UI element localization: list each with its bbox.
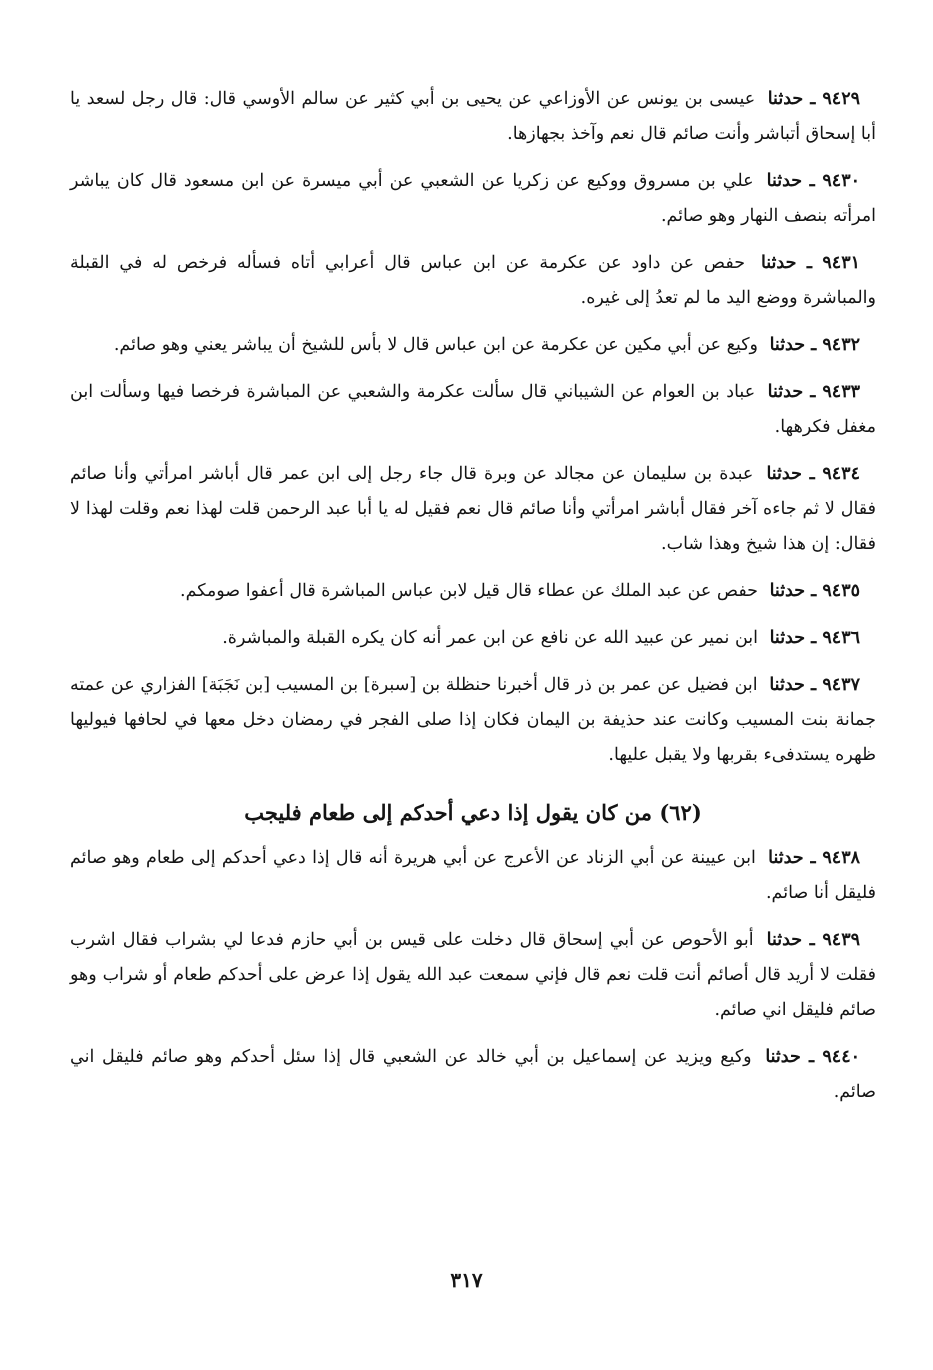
- hadith-number: ٩٤٣٠ ـ حدثنا: [766, 171, 860, 191]
- hadith-text: وكيع عن أبي مكين عن عكرمة عن ابن عباس قال لا بأس للشيخ أن يباشر يعني وهو صائم.: [113, 335, 764, 355]
- hadith-number: ٩٤٣٢ ـ حدثنا: [769, 335, 860, 355]
- hadith-number: ٩٤٣٦ ـ حدثنا: [769, 628, 860, 648]
- hadith-entry-9435: [70, 574, 876, 609]
- hadith-entry-9432: [70, 328, 876, 363]
- hadith-number: ٩٤٣٤ ـ حدثنا: [766, 464, 860, 484]
- hadith-number: ٩٤٣٥ ـ حدثنا: [769, 581, 860, 601]
- hadith-text: عيسى بن يونس عن الأوزاعي عن يحيى بن أبي كثير عن سالم الأوسي قال: قال رجل لسعد يا أبا إسحاق أتباشر وأنت صائم قال نعم وآخذ بجهازها.: [70, 89, 876, 144]
- hadith-entry-9436: [70, 621, 876, 656]
- hadith-text: وكيع ويزيد عن إسماعيل بن أبي خالد عن الشعبي قال إذا سئل أحدكم وهو صائم فليقل اني صائم.: [70, 1047, 876, 1102]
- hadith-text: حفص عن عبد الملك عن عطاء قال قيل لابن عباس المباشرة قال أعفوا صومكم.: [180, 581, 764, 601]
- hadith-entry-9438: [70, 841, 876, 911]
- hadith-entry-9429: [70, 82, 876, 152]
- section-heading: (٦٢) من كان يقول إذا دعي أحدكم إلى طعام فليجب: [244, 800, 702, 825]
- hadith-entry-9434: [70, 457, 876, 562]
- hadith-number: ٩٤٣٩ ـ حدثنا: [766, 930, 860, 950]
- hadith-entry-9437: [70, 668, 876, 773]
- page-number: ٣١٧: [450, 1268, 483, 1292]
- hadith-text: ابن فضيل عن عمر بن ذر قال أخبرنا حنظلة بن [سبرة] بن المسيب [بن نَجَبَة] الفزاري عن عمته جمانة بنت المسيب وكانت عند حذيفة بن اليمان فكان إذا صلى الفجر في رمضان دخل معها في لحافها فيوليها ظهره يستدفىء بقربها ولا يقبل عليها.: [70, 675, 876, 765]
- hadith-text: حفص عن داود عن عكرمة عن ابن عباس قال أعرابي أتاه فسأله فرخص له في القبلة والمباشرة ووضع اليد ما لم تعدُ إلى غيره.: [70, 253, 876, 308]
- hadith-text: علي بن مسروق ووكيع عن زكريا عن الشعبي عن أبي ميسرة عن ابن مسعود قال كان يباشر امرأته بنصف النهار وهو صائم.: [70, 171, 876, 226]
- hadith-number: ٩٤٢٩ ـ حدثنا: [767, 89, 860, 109]
- hadith-text: عباد بن العوام عن الشيباني قال سألت عكرمة والشعبي عن المباشرة فرخصا فيها وسألت ابن مغفل فكرهها.: [70, 382, 876, 437]
- hadith-text: أبو الأحوص عن أبي إسحاق قال دخلت على قيس بن أبي حازم فدعا لي بشراب فقال اشرب فقلت لا أريد قال أصائم أنت قلت نعم قال فإني سمعت عبد الله يقول إذا عرض على أحدكم طعام أو شراب وهو صائم فليقل اني صائم.: [70, 930, 876, 1020]
- hadith-entry-9439: [70, 923, 876, 1028]
- hadith-text: ابن عيينة عن أبي الزناد عن الأعرج عن أبي هريرة أنه قال إذا دعي أحدكم إلى طعام وهو صائم فليقل أنا صائم.: [70, 848, 876, 903]
- book-page: [70, 82, 876, 1122]
- hadith-entry-9440: [70, 1040, 876, 1110]
- hadith-number: ٩٤٣١ ـ حدثنا: [760, 253, 861, 273]
- hadith-text: ابن نمير عن عبيد الله عن نافع عن ابن عمر أنه كان يكره القبلة والمباشرة.: [222, 628, 764, 648]
- hadith-number: ٩٤٤٠ ـ حدثنا: [765, 1047, 860, 1067]
- hadith-number: ٩٤٣٨ ـ حدثنا: [768, 848, 860, 868]
- hadith-entry-9433: [70, 375, 876, 445]
- hadith-text: عبدة بن سليمان عن مجالد عن وبرة قال جاء رجل إلى ابن عمر قال أباشر امرأتي وأنا صائم فقال لا ثم جاءه آخر فقال أباشر امرأتي وأنا صائم قال نعم فقيل له يا أبا عبد الرحمن قلت لهذا نعم وقلت لهذا لا فقال: إن هذا شيخ وهذا شاب.: [70, 464, 876, 554]
- hadith-entry-9430: [70, 164, 876, 234]
- hadith-entry-9431: [70, 246, 876, 316]
- hadith-number: ٩٤٣٣ ـ حدثنا: [767, 382, 860, 402]
- hadith-number: ٩٤٣٧ ـ حدثنا: [769, 675, 860, 695]
